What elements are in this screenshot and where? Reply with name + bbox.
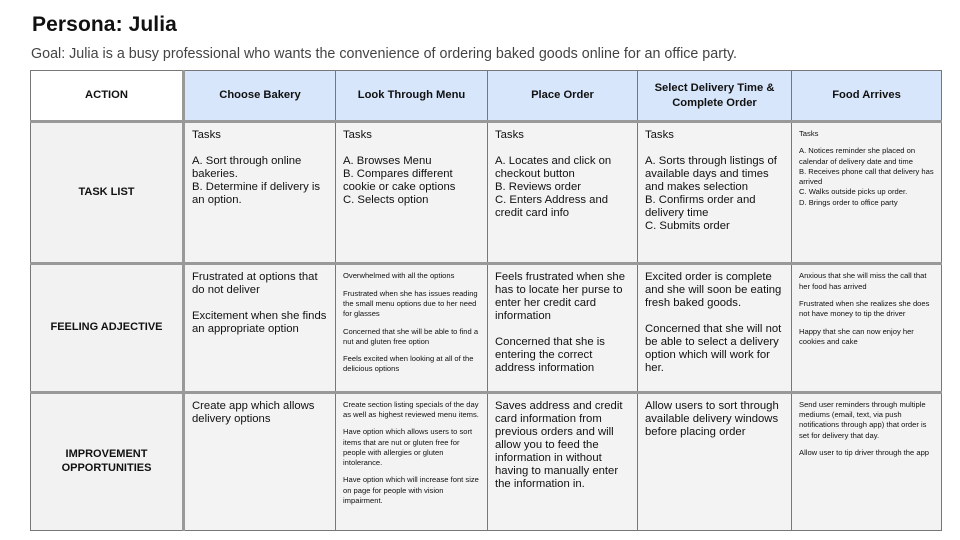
persona-goal: Goal: Julia is a busy professional who wants the convenience of ordering baked goods online for an office party. <box>31 46 738 62</box>
feeling-item: Excitement when she finds an appropriate option <box>192 310 327 336</box>
task-item: C. Walks outside picks up order. <box>799 187 908 197</box>
tasks-heading: Tasks <box>495 129 524 141</box>
feeling-item: Frustrated when she realizes she does not have money to tip the driver <box>799 298 930 319</box>
feeling-item: Excited order is complete and she will soon be eating fresh baked goods. <box>645 271 782 310</box>
feeling-cell-place-order <box>488 264 638 392</box>
feeling-adjective-row <box>31 264 942 392</box>
feeling-item: Anxious that she will miss the call that her food has arrived <box>799 271 927 291</box>
row-header-line: OPPORTUNITIES <box>61 461 152 474</box>
tasks-cell-choose-bakery <box>184 122 336 264</box>
column-header-select-delivery <box>638 71 792 122</box>
task-item: B. Compares different cookie or cake options <box>343 168 456 193</box>
row-header-line: IMPROVEMENT <box>65 448 148 461</box>
tasks-cell-select-delivery <box>638 122 792 264</box>
task-list-row <box>31 122 942 264</box>
feeling-item: Concerned that she is entering the correct address information <box>495 336 605 375</box>
task-item: A. Sort through online bakeries. <box>192 155 302 180</box>
column-header-choose-bakery: Choose Bakery <box>184 71 336 122</box>
feeling-item: Frustrated when she has issues reading the small menu options due to her need for glasses <box>343 288 478 319</box>
row-header-improvement-opportunities <box>31 392 184 530</box>
improvement-cell-place-order <box>488 392 638 530</box>
feeling-item: Feels excited when looking at all of the delicious options <box>343 354 474 374</box>
improvement-item: Allow user to tip driver through the app <box>799 447 930 457</box>
improvement-item: Have option which will increase font size on page for people with vision impairment. <box>343 475 479 506</box>
page-title: Persona: Julia <box>32 13 177 36</box>
column-header-look-through-menu: Look Through Menu <box>336 71 488 122</box>
improvement-item: Have option which allows users to sort items that are nut or gluten free for people with allergies or gluten intolerance. <box>343 427 473 468</box>
task-item: B. Reviews order <box>495 181 582 193</box>
improvement-cell-look-through-menu <box>336 392 488 530</box>
improvement-item: Send user reminders through multiple mediums (email, text, via push notifications through app) that order is set for delivery that day. <box>799 399 927 440</box>
column-header-action: ACTION <box>31 71 184 122</box>
task-item: B. Receives phone call that delivery has arrived <box>799 166 934 187</box>
task-item: D. Brings order to office party <box>799 197 898 207</box>
header-row <box>31 71 942 122</box>
improvement-cell-choose-bakery <box>184 392 336 530</box>
row-header-task-list: TASK LIST <box>31 122 184 264</box>
tasks-cell-food-arrives <box>792 122 942 264</box>
feeling-item: Frustrated at options that do not deliver <box>192 271 318 297</box>
feeling-cell-food-arrives <box>792 264 942 392</box>
tasks-heading: Tasks <box>645 129 674 141</box>
task-item: C. Enters Address and credit card info <box>495 194 609 219</box>
task-item: A. Locates and click on checkout button <box>495 155 612 180</box>
feeling-item: Concerned that she will be able to find a nut and gluten free option <box>343 326 479 346</box>
improvement-cell-select-delivery <box>638 392 792 530</box>
tasks-cell-place-order <box>488 122 638 264</box>
task-item: A. Browses Menu <box>343 155 432 167</box>
task-item: B. Determine if delivery is an option. <box>192 181 321 206</box>
task-item: B. Confirms order and delivery time <box>645 194 756 219</box>
feeling-cell-choose-bakery <box>184 264 336 392</box>
feeling-cell-select-delivery <box>638 264 792 392</box>
improvement-item: Allow users to sort through available delivery windows before placing order <box>645 399 779 438</box>
improvement-opportunities-row <box>31 392 942 530</box>
feeling-cell-look-through-menu <box>336 264 488 392</box>
improvement-item: Create app which allows delivery options <box>192 399 315 425</box>
column-header-select-delivery-label: Select Delivery Time & Complete Order <box>654 81 775 109</box>
feeling-item: Concerned that she will not be able to select a delivery option which will work for her. <box>645 323 782 375</box>
improvement-item: Saves address and credit card information from previous orders and will allow you to feed the information in without having to manually enter the information in. <box>495 399 623 490</box>
feeling-item: Overwhelmed with all the options <box>343 271 455 281</box>
tasks-cell-look-through-menu <box>336 122 488 264</box>
task-item: A. Sorts through listings of available days and times and makes selection <box>645 155 777 193</box>
row-header-feeling-adjective: FEELING ADJECTIVE <box>31 264 184 392</box>
task-item: C. Submits order <box>645 220 730 232</box>
column-header-place-order: Place Order <box>488 71 638 122</box>
improvement-cell-food-arrives <box>792 392 942 530</box>
journey-map-table <box>30 70 942 531</box>
feeling-item: Happy that she can now enjoy her cookies and cake <box>799 326 914 346</box>
task-item: A. Notices reminder she placed on calendar of delivery date and time <box>799 146 916 166</box>
feeling-item: Feels frustrated when she has to locate her purse to enter her credit card information <box>495 271 625 323</box>
task-item: C. Selects option <box>343 194 429 206</box>
tasks-heading: Tasks <box>799 129 819 138</box>
tasks-heading: Tasks <box>192 129 221 141</box>
improvement-item: Create section listing specials of the day as well as highest reviewed menu items. <box>343 399 479 419</box>
column-header-food-arrives: Food Arrives <box>792 71 942 122</box>
tasks-heading: Tasks <box>343 129 372 141</box>
